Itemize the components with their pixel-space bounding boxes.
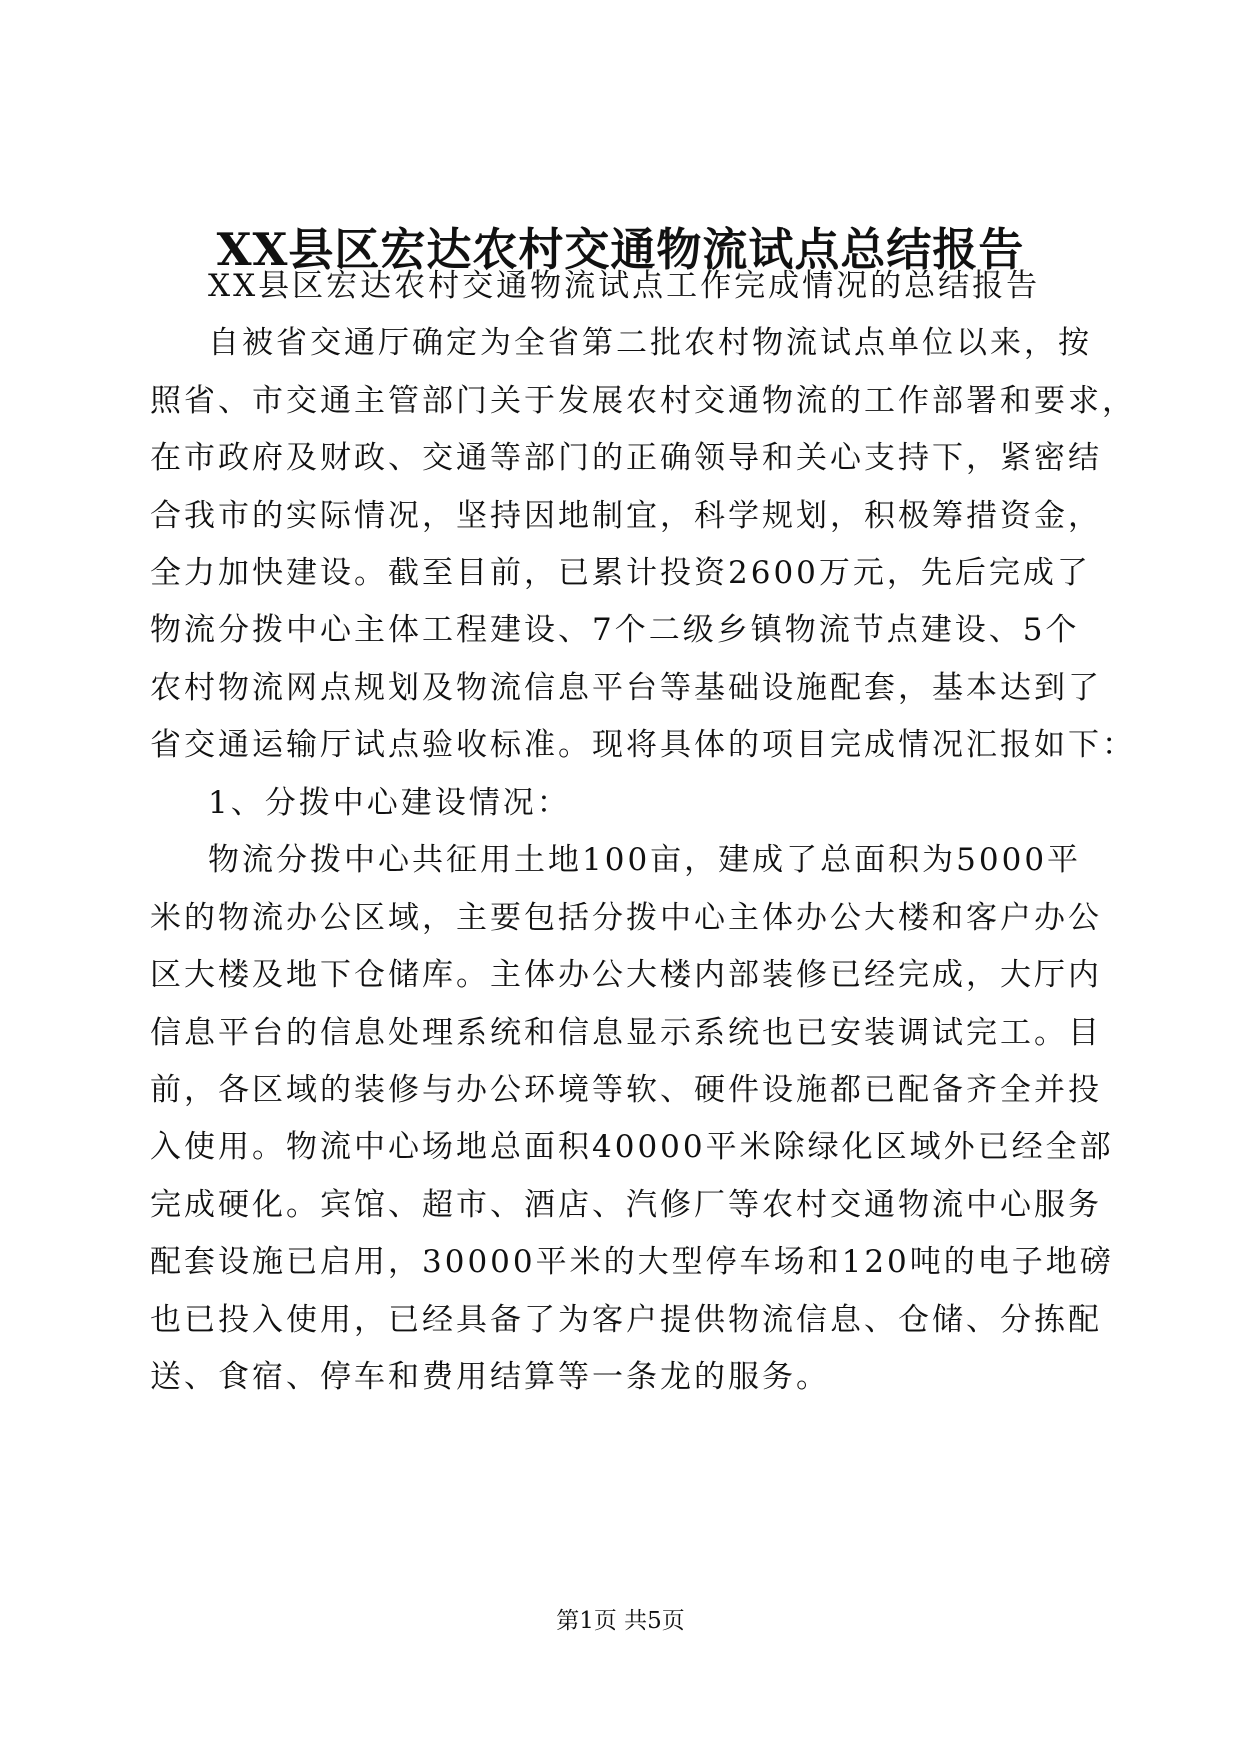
- paragraph-1-line: 省交通运输厅试点验收标准。现将具体的项目完成情况汇报如下：: [150, 727, 1136, 763]
- paragraph-1-line: 物流分拨中心主体工程建设、7个二级乡镇物流节点建设、5个: [150, 612, 1080, 648]
- paragraph-1-line: 自被省交通厅确定为全省第二批农村物流试点单位以来，按: [208, 325, 1092, 361]
- paragraph-1-line: 农村物流网点规划及物流信息平台等基础设施配套，基本达到了: [150, 670, 1102, 706]
- paragraph-1-line: 照省、市交通主管部门关于发展农村交通物流的工作部署和要求，: [150, 383, 1136, 419]
- paragraph-1-line: 全力加快建设。截至目前，已累计投资2600万元，先后完成了: [150, 555, 1091, 591]
- page-number: 第1页 共5页: [556, 1608, 685, 1634]
- document-title: XX县区宏达农村交通物流试点总结报告: [216, 223, 1025, 276]
- paragraph-2-line: 送、食宿、停车和费用结算等一条龙的服务。: [150, 1359, 830, 1395]
- paragraph-1-line: 在市政府及财政、交通等部门的正确领导和关心支持下，紧密结: [150, 440, 1102, 476]
- paragraph-2-line: 完成硬化。宾馆、超市、酒店、汽修厂等农村交通物流中心服务: [150, 1187, 1102, 1223]
- paragraph-2-line: 入使用。物流中心场地总面积40000平米除绿化区域外已经全部: [150, 1129, 1114, 1165]
- document-subtitle: XX县区宏达农村交通物流试点工作完成情况的总结报告: [208, 268, 1041, 304]
- paragraph-2-line: 米的物流办公区域，主要包括分拨中心主体办公大楼和客户办公: [150, 900, 1102, 936]
- paragraph-2-line: 前，各区域的装修与办公环境等软、硬件设施都已配备齐全并投: [150, 1072, 1102, 1108]
- paragraph-2-line: 配套设施已启用，30000平米的大型停车场和120吨的电子地磅: [150, 1244, 1114, 1280]
- paragraph-1-line: 合我市的实际情况，坚持因地制宜，科学规划，积极筹措资金，: [150, 498, 1102, 534]
- section-heading: 1、分拨中心建设情况：: [208, 785, 571, 821]
- paragraph-2-line: 也已投入使用，已经具备了为客户提供物流信息、仓储、分拣配: [150, 1302, 1102, 1338]
- paragraph-2-line: 物流分拨中心共征用土地100亩，建成了总面积为5000平: [208, 842, 1082, 878]
- paragraph-2-line: 区大楼及地下仓储库。主体办公大楼内部装修已经完成，大厅内: [150, 957, 1102, 993]
- paragraph-2-line: 信息平台的信息处理系统和信息显示系统也已安装调试完工。目: [150, 1015, 1102, 1051]
